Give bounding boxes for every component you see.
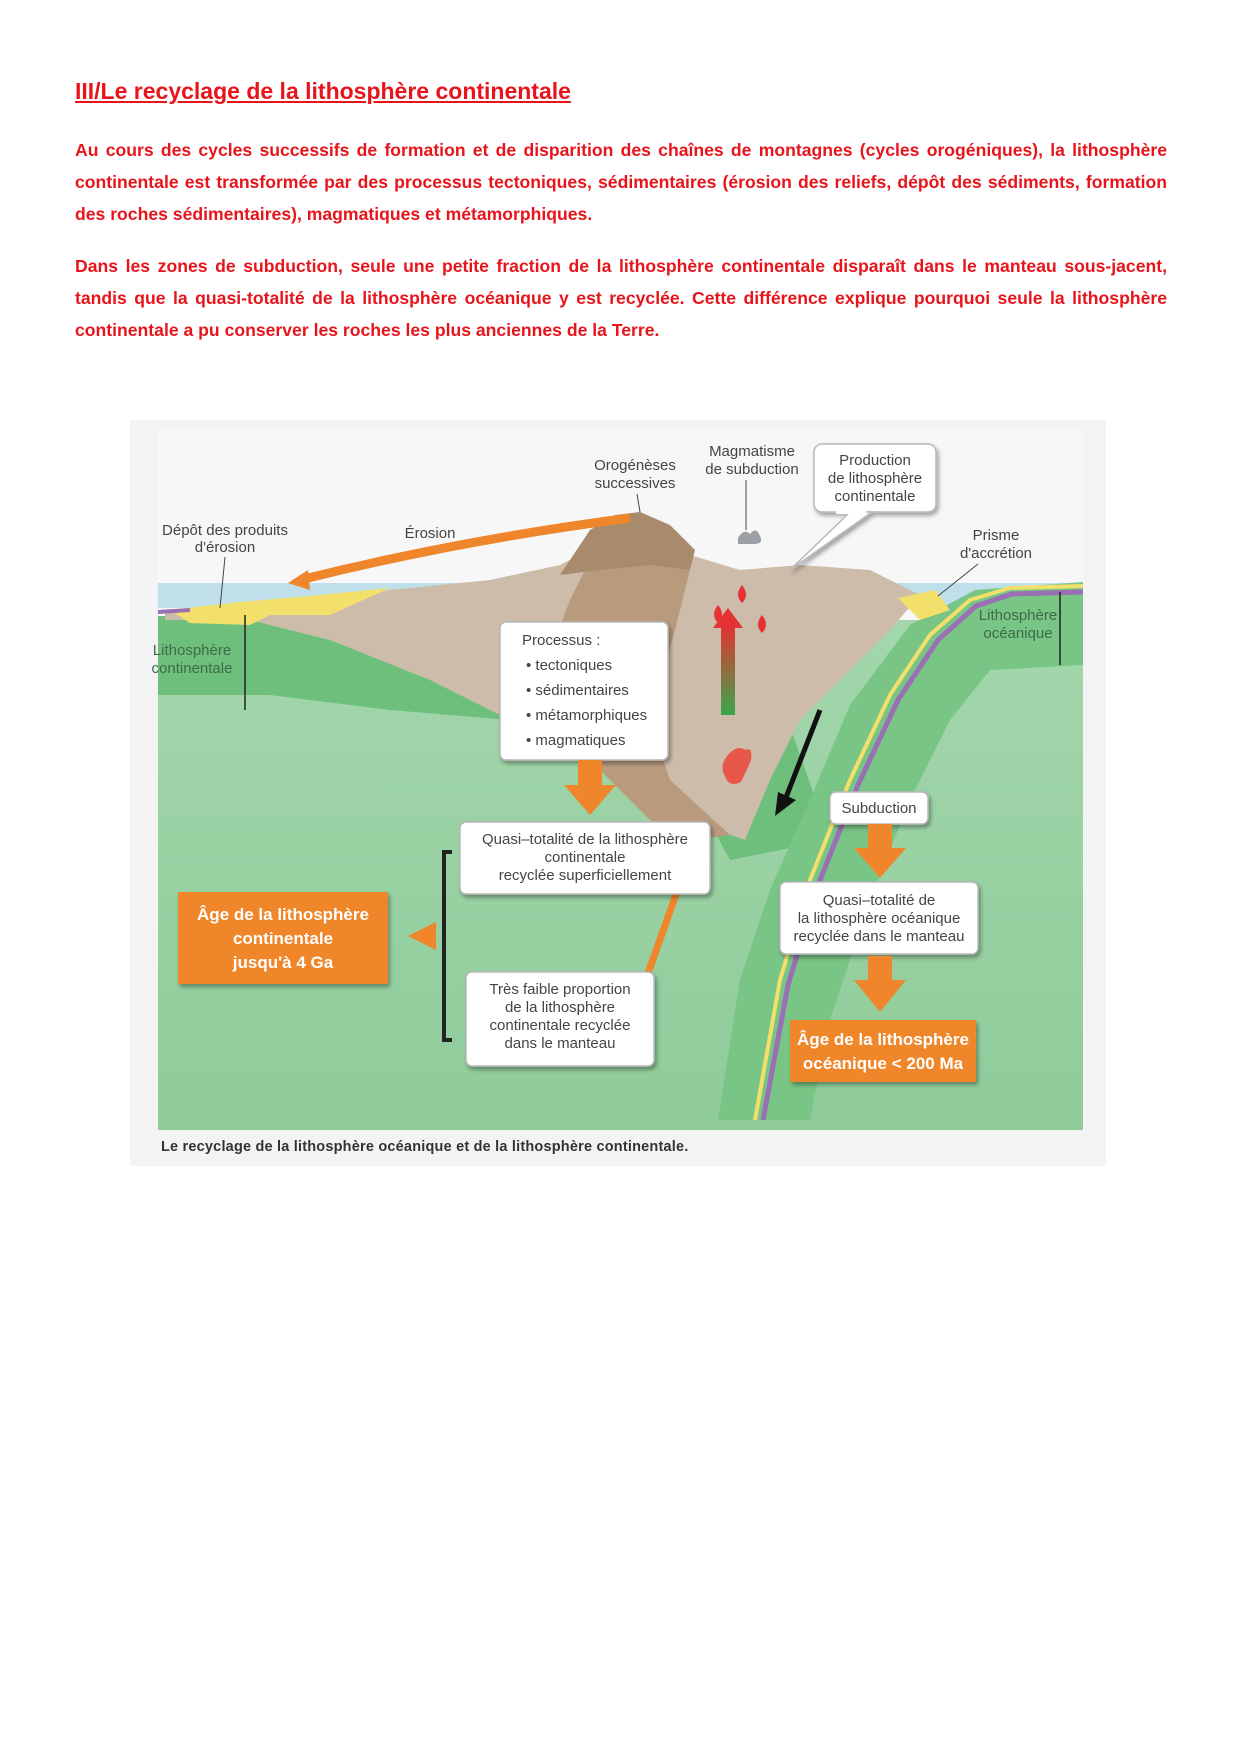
svg-text:Magmatisme: Magmatisme bbox=[709, 443, 795, 460]
figure-caption: Le recyclage de la lithosphère océanique et de la lithosphère continentale. bbox=[161, 1139, 689, 1155]
svg-text:Quasi–totalité de la lithosphè: Quasi–totalité de la lithosphère bbox=[482, 831, 688, 848]
paragraph-orogenic-cycles: Au cours des cycles successifs de formation et de disparition des chaînes de montagnes (cycles orogéniques), la lithosphère continentale est transformée par des processus tectoniques, sédimentaires (érosion des reliefs, dépôt des sédiments, formation des roches sédimentaires), magmatiques et métamorphiques. bbox=[75, 140, 1167, 224]
label-tres-faible bbox=[489, 981, 630, 1052]
label-litho-oceanique bbox=[979, 607, 1057, 642]
svg-text:de subduction: de subduction bbox=[705, 461, 799, 478]
svg-text:recyclée dans le manteau: recyclée dans le manteau bbox=[793, 928, 965, 945]
label-erosion: Érosion bbox=[404, 525, 456, 542]
svg-text:Dépôt des produits: Dépôt des produits bbox=[162, 522, 288, 539]
svg-text:jusqu'à 4 Ga: jusqu'à 4 Ga bbox=[232, 953, 334, 972]
svg-text:continentale recyclée: continentale recyclée bbox=[489, 1017, 631, 1034]
label-litho-continentale bbox=[152, 642, 233, 677]
magma-rise-column bbox=[721, 625, 735, 715]
svg-text:continentale: continentale bbox=[232, 929, 334, 948]
svg-text:de lithosphère: de lithosphère bbox=[827, 470, 923, 487]
svg-text:océanique < 200 Ma: océanique < 200 Ma bbox=[802, 1054, 964, 1073]
callout-production-joint bbox=[836, 508, 866, 514]
processus-item-sedimentaires: • sédimentaires bbox=[526, 682, 629, 699]
paragraph-subduction-zones: Dans les zones de subduction, seule une petite fraction de la lithosphère continentale disparaît dans le manteau sous-jacent, tandis que la quasi-totalité de la lithosphère océanique y est recyclée. Cette différence explique pourquoi seule la lithosphère continentale a pu conserver les roches les plus anciennes de la Terre. bbox=[75, 256, 1167, 340]
svg-text:Âge de la lithosphère: Âge de la lithosphère bbox=[197, 905, 369, 924]
svg-text:Production: Production bbox=[839, 452, 911, 469]
svg-text:Lithosphère: Lithosphère bbox=[152, 642, 232, 659]
svg-text:dans le manteau: dans le manteau bbox=[504, 1035, 616, 1052]
svg-text:continentale: continentale bbox=[544, 849, 626, 866]
label-subduction: Subduction bbox=[841, 800, 917, 817]
svg-text:continentale: continentale bbox=[834, 488, 916, 505]
label-production bbox=[828, 452, 922, 505]
processus-item-metamorphiques: • métamorphiques bbox=[526, 707, 648, 724]
label-orogeneses bbox=[594, 457, 676, 492]
svg-text:Âge de la lithosphère: Âge de la lithosphère bbox=[797, 1030, 969, 1049]
page-title: III/Le recyclage de la lithosphère continentale bbox=[75, 78, 571, 104]
svg-text:Quasi–totalité de: Quasi–totalité de bbox=[822, 892, 936, 909]
left-oceanic-crust bbox=[158, 610, 190, 612]
processus-title: Processus : bbox=[522, 632, 601, 649]
svg-text:Orogénèses: Orogénèses bbox=[594, 457, 676, 474]
svg-text:d'accrétion: d'accrétion bbox=[959, 545, 1033, 562]
svg-text:Prisme: Prisme bbox=[972, 527, 1020, 544]
svg-text:recyclée superficiellement: recyclée superficiellement bbox=[498, 867, 672, 884]
svg-text:océanique: océanique bbox=[983, 625, 1053, 642]
svg-text:Lithosphère: Lithosphère bbox=[978, 607, 1058, 624]
label-magmatisme bbox=[705, 443, 798, 478]
svg-text:Très faible proportion: Très faible proportion bbox=[489, 981, 631, 998]
svg-text:de la lithosphère: de la lithosphère bbox=[504, 999, 616, 1016]
svg-text:d'érosion: d'érosion bbox=[194, 539, 256, 556]
diagram-svg bbox=[130, 420, 1106, 1166]
processus-item-tectoniques: • tectoniques bbox=[526, 657, 613, 674]
lithosphere-recycling-figure bbox=[130, 420, 1106, 1166]
svg-text:la lithosphère océanique: la lithosphère océanique bbox=[797, 910, 961, 927]
svg-text:successives: successives bbox=[594, 475, 676, 492]
processus-item-magmatiques: • magmatiques bbox=[526, 732, 626, 749]
svg-text:continentale: continentale bbox=[151, 660, 233, 677]
